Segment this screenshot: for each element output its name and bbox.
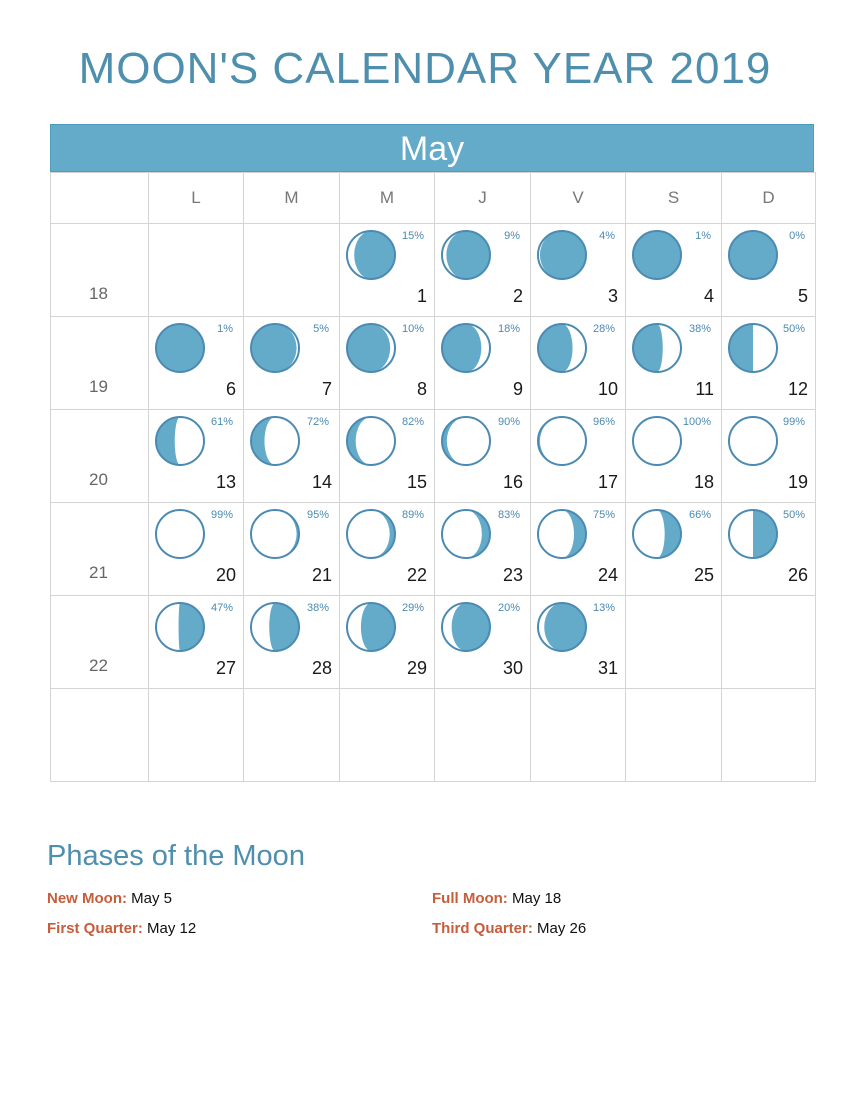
moon-phase-icon bbox=[727, 229, 779, 281]
day-cell bbox=[340, 317, 435, 410]
week-column-header bbox=[51, 173, 149, 224]
day-number: 20 bbox=[215, 565, 236, 585]
illumination-percent: 10% bbox=[401, 323, 424, 335]
moon-phase-icon bbox=[536, 601, 588, 653]
moon-phase-icon bbox=[727, 322, 779, 374]
illumination-percent: 66% bbox=[688, 509, 711, 521]
empty-day-cell bbox=[626, 596, 722, 689]
phase-label: First Quarter: bbox=[47, 920, 143, 937]
phase-label: Full Moon: bbox=[432, 890, 508, 907]
page-title: MOON'S CALENDAR YEAR 2019 bbox=[78, 44, 772, 93]
moon-phase-icon bbox=[440, 229, 492, 281]
day-number: 5 bbox=[797, 286, 808, 306]
week-row bbox=[51, 224, 816, 317]
illumination-percent: 15% bbox=[401, 230, 424, 242]
moon-phase-icon bbox=[154, 322, 206, 374]
empty-day-cell bbox=[722, 596, 816, 689]
day-number: 16 bbox=[502, 472, 523, 492]
day-cell bbox=[626, 410, 722, 503]
illumination-percent: 61% bbox=[210, 416, 233, 428]
phase-label: New Moon: bbox=[47, 890, 127, 907]
empty-day-cell bbox=[340, 689, 435, 782]
moon-phase-icon bbox=[154, 415, 206, 467]
day-cell bbox=[435, 596, 531, 689]
day-number: 10 bbox=[597, 379, 618, 399]
weekday-label: S bbox=[626, 173, 722, 224]
moon-phase-icon bbox=[631, 322, 683, 374]
week-number: 18 bbox=[89, 284, 108, 303]
weekday-label: L bbox=[149, 173, 244, 224]
illumination-percent: 5% bbox=[313, 323, 329, 335]
illumination-percent: 95% bbox=[306, 509, 329, 521]
day-cell bbox=[340, 224, 435, 317]
day-number: 25 bbox=[693, 565, 714, 585]
week-row bbox=[51, 596, 816, 689]
day-cell bbox=[531, 503, 626, 596]
moon-phase-icon bbox=[536, 508, 588, 560]
day-number: 8 bbox=[416, 379, 427, 399]
day-cell bbox=[435, 224, 531, 317]
day-cell bbox=[722, 410, 816, 503]
phase-date: May 26 bbox=[537, 920, 587, 937]
week-number-cell bbox=[51, 503, 149, 596]
illumination-percent: 1% bbox=[217, 323, 233, 335]
day-cell bbox=[722, 503, 816, 596]
phase-first-quarter bbox=[47, 920, 196, 937]
moon-phase-icon bbox=[345, 508, 397, 560]
day-cell bbox=[244, 503, 340, 596]
day-cell bbox=[531, 596, 626, 689]
illumination-percent: 50% bbox=[782, 509, 805, 521]
empty-day-cell bbox=[722, 689, 816, 782]
day-cell bbox=[531, 224, 626, 317]
week-number-cell bbox=[51, 596, 149, 689]
day-cell bbox=[626, 224, 722, 317]
weekday-label: J bbox=[435, 173, 531, 224]
day-number: 17 bbox=[597, 472, 618, 492]
moon-phase-icon bbox=[345, 229, 397, 281]
week-number-cell bbox=[51, 224, 149, 317]
day-cell bbox=[244, 317, 340, 410]
day-number: 29 bbox=[406, 658, 427, 678]
phase-label: Third Quarter: bbox=[432, 920, 533, 937]
phase-new-moon bbox=[47, 890, 172, 907]
illumination-percent: 47% bbox=[210, 602, 233, 614]
moon-phase-icon bbox=[536, 322, 588, 374]
illumination-percent: 100% bbox=[682, 416, 711, 428]
empty-day-cell bbox=[244, 689, 340, 782]
week-number: 19 bbox=[89, 377, 108, 396]
phase-date: May 18 bbox=[511, 890, 562, 907]
month-header: May bbox=[50, 124, 814, 172]
illumination-percent: 90% bbox=[497, 416, 520, 428]
illumination-percent: 29% bbox=[401, 602, 424, 614]
moon-phase-icon bbox=[727, 415, 779, 467]
moon-phase-icon bbox=[345, 322, 397, 374]
day-cell bbox=[244, 410, 340, 503]
day-cell bbox=[531, 317, 626, 410]
day-number: 19 bbox=[787, 472, 808, 492]
empty-day-cell bbox=[244, 224, 340, 317]
moon-phase-icon bbox=[249, 508, 301, 560]
moon-phase-icon bbox=[440, 601, 492, 653]
illumination-percent: 9% bbox=[504, 230, 520, 242]
moon-phase-icon bbox=[536, 415, 588, 467]
day-number: 11 bbox=[695, 379, 714, 399]
calendar-grid bbox=[50, 172, 816, 782]
day-cell bbox=[435, 410, 531, 503]
empty-day-cell bbox=[531, 689, 626, 782]
day-number: 15 bbox=[406, 472, 427, 492]
day-number: 4 bbox=[703, 286, 714, 306]
illumination-percent: 13% bbox=[592, 602, 615, 614]
weekday-label: M bbox=[244, 173, 340, 224]
week-row bbox=[51, 503, 816, 596]
day-number: 26 bbox=[787, 565, 808, 585]
illumination-percent: 4% bbox=[599, 230, 615, 242]
day-number: 27 bbox=[215, 658, 236, 678]
moon-phase-icon bbox=[249, 601, 301, 653]
week-number-cell bbox=[51, 410, 149, 503]
week-number: 20 bbox=[89, 470, 108, 489]
illumination-percent: 96% bbox=[592, 416, 615, 428]
moon-phase-icon bbox=[727, 508, 779, 560]
week-row bbox=[51, 410, 816, 503]
empty-day-cell bbox=[149, 224, 244, 317]
day-number: 12 bbox=[787, 379, 808, 399]
week-row bbox=[51, 317, 816, 410]
moon-phase-icon bbox=[249, 322, 301, 374]
day-number: 14 bbox=[311, 472, 332, 492]
illumination-percent: 82% bbox=[401, 416, 424, 428]
day-number: 24 bbox=[597, 565, 618, 585]
weekday-label: M bbox=[340, 173, 435, 224]
moon-phase-icon bbox=[345, 415, 397, 467]
moon-phase-icon bbox=[345, 601, 397, 653]
illumination-percent: 75% bbox=[592, 509, 615, 521]
phase-full-moon bbox=[432, 890, 561, 907]
illumination-percent: 50% bbox=[782, 323, 805, 335]
day-cell bbox=[435, 503, 531, 596]
day-number: 7 bbox=[321, 379, 332, 399]
moon-phase-icon bbox=[249, 415, 301, 467]
day-number: 13 bbox=[215, 472, 236, 492]
moon-phase-icon bbox=[631, 415, 683, 467]
week-number: 21 bbox=[89, 563, 108, 582]
day-number: 31 bbox=[597, 658, 618, 678]
illumination-percent: 20% bbox=[497, 602, 520, 614]
weekday-header-row bbox=[51, 173, 816, 224]
day-cell bbox=[149, 410, 244, 503]
day-number: 3 bbox=[607, 286, 618, 306]
week-number-cell bbox=[51, 317, 149, 410]
illumination-percent: 18% bbox=[497, 323, 520, 335]
illumination-percent: 99% bbox=[210, 509, 233, 521]
illumination-percent: 72% bbox=[306, 416, 329, 428]
weekday-label: V bbox=[531, 173, 626, 224]
day-cell bbox=[626, 317, 722, 410]
day-cell bbox=[340, 596, 435, 689]
day-number: 1 bbox=[416, 286, 427, 306]
illumination-percent: 38% bbox=[688, 323, 711, 335]
week-number-cell bbox=[51, 689, 149, 782]
empty-day-cell bbox=[626, 689, 722, 782]
moon-phase-icon bbox=[440, 322, 492, 374]
moon-phase-icon bbox=[631, 229, 683, 281]
day-cell bbox=[722, 317, 816, 410]
illumination-percent: 89% bbox=[401, 509, 424, 521]
phase-third-quarter bbox=[432, 920, 586, 937]
illumination-percent: 0% bbox=[789, 230, 805, 242]
moon-phase-icon bbox=[440, 508, 492, 560]
illumination-percent: 99% bbox=[782, 416, 805, 428]
day-number: 9 bbox=[512, 379, 523, 399]
day-number: 23 bbox=[502, 565, 523, 585]
day-number: 18 bbox=[693, 472, 714, 492]
day-cell bbox=[531, 410, 626, 503]
calendar bbox=[50, 124, 814, 782]
moon-phase-icon bbox=[154, 601, 206, 653]
day-cell bbox=[149, 596, 244, 689]
week-row bbox=[51, 689, 816, 782]
week-number: 22 bbox=[89, 656, 108, 675]
moon-phase-icon bbox=[440, 415, 492, 467]
phase-date: May 12 bbox=[147, 920, 197, 937]
day-number: 28 bbox=[311, 658, 332, 678]
day-cell bbox=[244, 596, 340, 689]
day-number: 30 bbox=[502, 658, 523, 678]
day-cell bbox=[340, 503, 435, 596]
day-number: 21 bbox=[311, 565, 332, 585]
day-number: 6 bbox=[225, 379, 236, 399]
day-number: 22 bbox=[406, 565, 427, 585]
illumination-percent: 83% bbox=[497, 509, 520, 521]
day-cell bbox=[149, 317, 244, 410]
illumination-percent: 38% bbox=[306, 602, 329, 614]
day-cell bbox=[340, 410, 435, 503]
day-cell bbox=[435, 317, 531, 410]
empty-day-cell bbox=[149, 689, 244, 782]
phase-date: May 5 bbox=[131, 890, 173, 907]
illumination-percent: 28% bbox=[592, 323, 615, 335]
day-cell bbox=[722, 224, 816, 317]
phases-heading: Phases of the Moon bbox=[47, 840, 305, 872]
day-cell bbox=[149, 503, 244, 596]
empty-day-cell bbox=[435, 689, 531, 782]
moon-phase-icon bbox=[154, 508, 206, 560]
day-number: 2 bbox=[512, 286, 523, 306]
moon-phase-icon bbox=[536, 229, 588, 281]
moon-phase-icon bbox=[631, 508, 683, 560]
day-cell bbox=[626, 503, 722, 596]
illumination-percent: 1% bbox=[695, 230, 711, 242]
weekday-label: D bbox=[722, 173, 816, 224]
